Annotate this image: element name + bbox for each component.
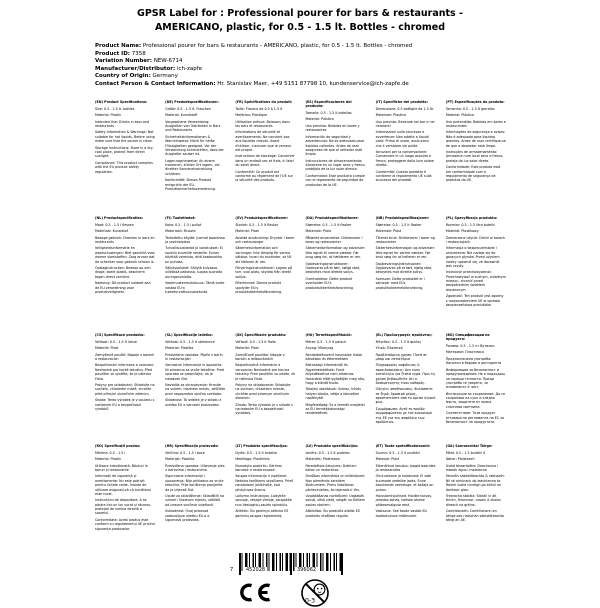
lang-block-paragraph: Izmērs: 0.5 - 1.5 lt pudeles	[305, 450, 350, 455]
lang-block-body	[376, 107, 436, 183]
lang-block-header: (SV) Produktspecifikationer:	[235, 216, 289, 220]
lang-block-paragraph: Vorgesehene Verwendung: Ausgießen von Getränken in Bars und Restaurants	[165, 119, 221, 133]
language-block-pl	[446, 216, 506, 333]
lang-block-paragraph: Tiltenkt bruk: Drikkevarer i barer og restauranter	[375, 235, 435, 244]
lang-block-paragraph: Säkerhetsinformation och varningar: Inte lämplig för varma vätskor. Innan du använder, se till att hällaren är ren.	[235, 246, 292, 264]
lang-block-paragraph: Инструкции за съхранение: Да се съхранява на сухо и хладно място, защитете от пряка слънчева светлина.	[445, 391, 505, 409]
lang-block-paragraph: Material: Plast	[235, 229, 259, 234]
lang-block-paragraph: Navodila za shranjevanje: Hranite na suhem, hladnem mestu, zaščitite pred neposredno sončno svetlobo.	[165, 383, 226, 396]
lang-block-body	[165, 340, 225, 407]
lang-block-body	[165, 451, 225, 523]
lang-block-body	[95, 340, 155, 412]
language-block-fr	[235, 100, 295, 216]
lang-block-paragraph: Предназначена употреба: Напитки в барове и ресторанти	[445, 356, 502, 366]
lang-block-paragraph: Tamanho: 0.5 - 1.5 lt garrafas	[445, 106, 495, 111]
lang-block-paragraph: Anyag: Műanyag	[305, 346, 334, 351]
lang-block-header: (IT) Specifiche del prodotto:	[375, 100, 428, 104]
lang-block-paragraph: Veličina: 0.5 - 1.5 l boce	[165, 450, 205, 455]
barcode-guard-right	[341, 553, 343, 575]
lang-block-body	[446, 223, 506, 308]
lang-block-paragraph: Lagerungshinweise: An einem trockenen, kühlen Ort lagern, vor direkter Sonneneinstrahlung schützen.	[165, 158, 220, 176]
lang-block-paragraph: Υλικό: Πλαστικό	[375, 346, 403, 351]
lang-block-body	[235, 223, 295, 295]
page-title-line2: AMERICANO, plastic, for 0.5 - 1.5 lt. Bottles - chromed	[154, 21, 446, 33]
product-info-field	[95, 66, 513, 74]
language-block-bg	[446, 333, 506, 444]
age-warning-text: 0-3	[305, 597, 316, 605]
lang-block-paragraph: Размер: 0.5 - 1.5 лт бутилки	[445, 343, 495, 348]
lang-block-body	[306, 340, 366, 416]
lang-block-paragraph: Oppbevaringsinstruksjoner: Oppbevares på et tørt, kjølig sted, beskyttes mot direkte sollys.	[375, 261, 433, 275]
lang-block-paragraph: Vastavus: See toode vastab ELi tooteohutuse määrusele.	[375, 509, 428, 518]
lang-block-body	[446, 344, 506, 424]
lang-block-paragraph: Konformität: Dieses Produkt entspricht der EU-Produktsicherheitsverordnung.	[165, 178, 216, 191]
lang-block-paragraph: Μέγεθος: 0.5 - 1.5 lt φιάλες	[375, 339, 422, 344]
lang-block-paragraph: Съответствие: Този продукт отговаря на регламента на ЕС за безопасност на продуктите.	[445, 411, 504, 424]
lang-block-body	[376, 451, 436, 518]
lang-block-paragraph: Størrelse: 0.5 - 1.5 lt flasker	[375, 222, 422, 227]
lang-block-paragraph: Material: Plastic	[95, 457, 122, 462]
lang-block-paragraph: Zhoda: Tento výrobok je v súlade s nariadením EÚ o bezpečnosti výrobkov.	[235, 402, 293, 416]
lang-block-paragraph: Προβλεπόμενη χρήση: Ποτά σε μπαρ και εστιατόρια	[375, 352, 427, 361]
lang-block-paragraph: Atitiktis: Šis gaminys atitinka ES gaminių saugos reglamentą.	[235, 509, 289, 518]
product-info-label: Country of Origin:	[95, 73, 151, 79]
language-block-lt	[235, 444, 295, 533]
lang-block-paragraph: Méret: 0.5 - 1.5 lt palack	[305, 339, 346, 344]
language-block-hr	[165, 444, 225, 533]
lang-block-paragraph: Saugos informacija ir įspėjimai: Netinka karštiems skysčiams. Prieš naudodami įsitikinkite, kad pilstytuvas švarus.	[235, 474, 294, 492]
lang-block-header: (HU) Termékspecifikáció:	[305, 333, 352, 337]
lang-block-paragraph: Opslaginstructies: Bewaar op een droge, koele plaats, bescherm tegen direct zonlicht.	[95, 266, 151, 279]
lang-block-header: (EL) Προδιαγραφές προϊόντος:	[375, 333, 433, 337]
lang-block-body	[306, 451, 366, 518]
lang-block-paragraph: Efterlevnad: Denna produkt uppfyller EU:s produktsäkerhetsförordning.	[235, 281, 283, 294]
lang-block-paragraph: Conformitate: Acest produs este conform cu regulamentul UE privind siguranța produselor.	[95, 517, 155, 531]
product-info-value: Professional pourer for bars & restaurants - AMERICANO, plastic, for 0.5 - 1.5 lt. Bottles - chromed	[142, 43, 413, 49]
lang-block-paragraph: Compliance: This product complies with the EU product safety regulation.	[95, 160, 153, 174]
lang-block-paragraph: Materiale: Plast	[375, 229, 402, 234]
lang-block-paragraph: Vaatimustenmukaisuus: Tämä tuote vastaa EU:n tuoteturvallisuusasetusta.	[165, 281, 225, 294]
barcode-guard-left	[239, 553, 241, 575]
lang-block-paragraph: Maat: 0.5 - 1.5 l flessen	[95, 222, 134, 227]
lang-block-body	[235, 340, 295, 416]
language-block-pt	[446, 100, 506, 216]
lang-block-paragraph: Storlek: 0.5 - 1.5 lt flaskor	[235, 222, 279, 227]
lang-block-paragraph: Dydis: 0.5 - 1.5 lt buteliai	[235, 450, 278, 455]
lang-block-paragraph: Sicherheitsinformationen & Warnhinweise: Nicht für heiße Flüssigkeiten geeignet. Vor der Verwendung sicherstellen, dass der Ausgießer sauber ist.	[165, 134, 224, 157]
language-grid	[95, 100, 506, 533]
lang-block-paragraph: Sikkerhetsinformasjon og advarsler: Ikke egnet for varme væsker. Før bruk sørg for at helleren er ren.	[375, 246, 435, 260]
lang-block-header: (FI) Tuotetiedot:	[165, 216, 196, 220]
lang-block-paragraph: Upute za skladištenje: Skladištiti na suhom i hladnom mjestu, zaštititi od izravne sunčeve svjetlosti.	[165, 494, 224, 507]
lang-block-header: (NB) Produktspesifikasjoner:	[375, 216, 430, 220]
lang-block-paragraph: Tárolási utasítások: Száraz, hűvös helyen tárolja, védje a közvetlen napfénytől.	[305, 387, 361, 401]
lang-block-header: (PL) Specyfikacja produktu:	[445, 216, 498, 220]
lang-block-paragraph: Conformidad: Este producto cumple con el reglamento de seguridad de productos de la UE.	[305, 173, 365, 187]
language-block-fi	[165, 216, 225, 333]
lang-block-header: (CS) Specifikace produktu:	[95, 333, 145, 337]
lang-block-paragraph: Intended Use: Drinks in bars and restaurants	[95, 119, 150, 128]
lang-block-paragraph: Instrucciones de almacenamiento: Almacene en un lugar seco y fresco, protéjalo de la luz solar directa.	[305, 158, 366, 172]
lang-block-paragraph: Información de seguridad y advertencias: No es adecuado para líquidos calientes. Antes de usar asegúrese de que el vertedor esté limpio.	[305, 134, 365, 157]
lang-block-paragraph: Størrelse: 0.5 - 1.5 lt flasker	[305, 222, 352, 227]
lang-block-paragraph: Tamaño: 0.5 - 1.5 lt botellas	[305, 110, 352, 115]
lang-block-paragraph: Material: Plastic	[95, 113, 122, 118]
lang-block-paragraph: Safety Information & Warnings: Not suitable for hot liquids. Before using make sure that the pourer is clean.	[95, 130, 155, 144]
lang-block-paragraph: Materiale: Plast	[305, 229, 332, 234]
product-info-value: NEW-6714	[153, 58, 183, 64]
lang-block-paragraph: Beoogd gebruik: Dranken in bars en restaurants	[95, 235, 155, 244]
lang-block-body	[306, 111, 366, 187]
language-block-nl	[95, 216, 155, 333]
barcode-digits-group2: 396062	[297, 567, 317, 573]
lang-block-paragraph: Materiaal: Kunststof	[95, 229, 128, 234]
lang-block-paragraph: Istruzioni per la conservazione: Conservare in un luogo asciutto e fresco, proteggere dalla luce solare diretta.	[375, 150, 434, 168]
lang-block-paragraph: Predviđena uporaba: Ulijevanje pića u barovima i restoranima	[165, 463, 225, 472]
lang-block-header: (LT) Produkto specifikacijos:	[235, 444, 288, 448]
page-title	[90, 7, 510, 35]
lang-block-paragraph: Utilizare intenționată: Băuturi în baruri și restaurante	[95, 463, 148, 472]
lang-block-paragraph: Pokyny na skladovanie: Skladujte na suchom, chladnom mieste, chráňte pred priamym slnečným žiarením.	[235, 383, 291, 401]
lang-block-paragraph: Velikost: 0.5 - 1.5 lt steklenice	[165, 339, 215, 344]
lang-block-paragraph: Συμμόρφωση: Αυτό το προϊόν συμμορφώνεται με τον κανονισμό της ΕΕ για την ασφάλεια των προϊόντων.	[375, 406, 432, 424]
lang-block-paragraph: Uso previsto: Bevande nei bar e nei ristoranti	[375, 119, 435, 128]
product-info-label: Manufacturer/Distributor:	[95, 65, 176, 72]
lang-block-header: (SK) Špecifikácie produktu:	[235, 333, 287, 337]
lang-block-paragraph: Opbevaringsinstruktioner: Opbevares på et tørt, køligt sted, beskyttes mod direkte sollys.	[305, 261, 361, 275]
lang-block-paragraph: Treoracha stórála: Stóráil in áit thirim, fhionnuar, cosain ó sholas díreach na gréine.	[445, 494, 501, 507]
lang-block-paragraph: Ohutusteave ja hoiatused: Ei sobi kuumade vedelike jaoks. Enne kasutamist veenduge, et kallaja on puhas.	[375, 474, 434, 492]
language-block-es	[306, 100, 366, 216]
lang-block-paragraph: Informações de segurança e avisos: Não é adequado para líquidos quentes. Antes de usar certifique-se de que o doseador está limpo.	[445, 130, 506, 148]
lang-block-paragraph: Materiál: Plast	[95, 346, 119, 351]
product-info-field	[95, 58, 513, 66]
lang-block-paragraph: Suurus: 0.5 - 1.5 lt pudelid	[375, 450, 420, 455]
lang-block-paragraph: Tarkoitettu käyttö: Juomat baareissa ja ravintoloissa	[165, 235, 225, 244]
product-info-field	[95, 73, 513, 81]
lang-block-header: (ES) Especificaciones del producto:	[305, 100, 352, 109]
lang-block-paragraph: Méid: 0.5 - 1.5 buidéil lt	[445, 450, 485, 455]
product-info-label: Product Name:	[95, 43, 142, 49]
lang-block-paragraph: Sikkerhedsinformation og advarsler: Ikke egnet til varme væsker. Før brug sørg for, at hælderen er ren.	[305, 246, 366, 260]
lang-block-paragraph: Zamierzone użycie: Drinki w barach i restauracjach	[445, 235, 506, 244]
lang-block-paragraph: Instruções de armazenamento: Armazene num local seco e fresco, proteja da luz solar direta.	[445, 150, 504, 163]
lang-block-paragraph: Größe: 0.5 - 1.5 lt. Flaschen	[165, 106, 211, 111]
lang-block-paragraph: Material: Kunststoff	[165, 113, 198, 118]
language-block-sv	[235, 216, 295, 333]
lang-block-paragraph: Информация за безопасност и предупреждения: Не е подходящ за горещи течности. Преди употреба се уверете, че изливникът е чист.	[445, 367, 505, 390]
lang-block-paragraph: Numatyta paskirtis: Gėrimai baruose ir restoranuose	[235, 463, 282, 472]
lang-block-paragraph: Medžiaga: Plastikinis	[235, 457, 270, 462]
lang-block-body	[446, 451, 506, 523]
lang-block-paragraph: Materiál: Plast	[235, 346, 259, 351]
lang-block-paragraph: Hoiustamisjuhised: Hoidke kuivas, jahedas kohas, kaitske otsese päikesevalguse eest.	[375, 494, 432, 507]
language-block-ga	[446, 444, 506, 533]
lang-block-paragraph: Förvaringsinstruktioner: Lagras på torr, sval plats, skydda från direkt solljus.	[235, 266, 292, 279]
lang-block-body	[376, 223, 436, 290]
lang-block-paragraph: Veiligheidsinformatie en waarschuwingen: Niet geschikt voor warme vloeistoffen. Zorg ervoor dat de schenker voor gebruik schoon is.	[95, 246, 155, 264]
lang-block-paragraph: Comhlíonadh: Comhlíonann an táirge seo rialachán sábháilteachta táirgí an AE.	[445, 509, 504, 522]
lang-block-body	[235, 451, 295, 518]
lang-block-paragraph: Ábhar: Plaisteach	[445, 457, 475, 462]
lang-block-paragraph: Uzglabāšanas norādījumi: Uzglabāt sausā, vēsā vietā, sargāt no tiešiem saules stariem.	[305, 494, 365, 507]
lang-block-paragraph: Dimensione: 0.5 bottiglie da 1.5 ltr.	[375, 106, 435, 111]
lang-block-paragraph: Drošības informācija un brīdinājumi: Nav piemērots karstiem šķidrumiem. Pirms lietošanas pārliecinieties, ka lejamais ir tīrs.	[305, 474, 366, 492]
lang-block-paragraph: Skladnost: Ta izdelek je v skladu z uredbo EU o varnosti proizvodov.	[165, 398, 222, 407]
lang-block-paragraph: Informazioni sulla sicurezza e avvertenze: Non adatto a liquidi caldi. Prima di usare, assicurarsi che il versatore sia pulito.	[375, 130, 429, 148]
lang-block-paragraph: Materiale: Plastica	[375, 113, 406, 118]
lang-block-paragraph: Conformité: Ce produit est conforme au règlement de l'UE sur la sécurité des produits.	[235, 169, 293, 183]
lang-block-header: (PT) Especificações do produto:	[445, 100, 505, 104]
lang-block-paragraph: Rendeltetésszerű használat: Italok bárokban és éttermekben	[305, 352, 363, 361]
lang-block-paragraph: Säilytysohjeet: Säilytä kuivassa, viileässä paikassa, suojaa suoralta auringonvalolta.	[165, 266, 223, 279]
lang-block-body	[235, 107, 295, 183]
ce-mark-icon	[237, 583, 273, 602]
product-info-value: Germany	[152, 73, 178, 79]
lang-block-paragraph: Varnostne informacije in opozorila: Ni primerno za vroče tekočine. Pred uporabo se prepričajte, da je nastavek čist.	[165, 363, 224, 381]
lang-block-paragraph: Informații de siguranță și avertismente: Nu este potrivit pentru lichide calde. Înainte de utilizare asigurați-vă că turnătorul este curat.	[95, 474, 152, 496]
lang-block-paragraph: Úsáid bheartaithe: Deochanna i mbeáir agus i mbialanna	[445, 463, 499, 472]
lang-block-paragraph: Bezpečnostní informace a varování: Nevhodné pro horké tekutiny. Před použitím se ujistěte, že je nálevka čistá.	[95, 363, 155, 381]
lang-block-paragraph: Turvallisuustiedot ja varoitukset: Ei sovellu kuumille nesteille. Ennen käyttöä varmista, että kaatonokka on puhdas.	[165, 246, 223, 264]
lang-block-paragraph: Size: 0.5 - 1.5 lt. bottles	[95, 106, 135, 111]
lang-block-paragraph: Samsvar: Dette produktet er i samsvar med EUs produktsikkerhetsforordning.	[375, 276, 425, 290]
lang-block-header: (RO) Specificații produs:	[95, 444, 141, 448]
lang-block-paragraph: Materiaali: Muovia	[165, 229, 196, 234]
lang-block-header: (DA) Produktspecifikationer:	[305, 216, 359, 220]
product-info-field	[95, 51, 513, 59]
lang-block-paragraph: Predvidena uporaba: Pijače v barih in restavracijah	[165, 352, 223, 361]
lang-block-paragraph: Materiāls: Plastmasa	[305, 457, 340, 462]
language-block-en	[95, 100, 155, 216]
language-block-sl	[165, 333, 225, 444]
language-block-sk	[235, 333, 295, 444]
lang-block-paragraph: Sukladnost: Ovaj proizvod zadovoljava uredbu EU-a o sigurnosti proizvoda.	[165, 509, 210, 522]
lang-block-paragraph: Matériau: Plastique	[235, 113, 268, 118]
language-block-et	[376, 444, 436, 533]
lang-block-paragraph: Conformidade: Este produto está em conformidade com o regulamento de segurança de produtos da UE.	[445, 165, 501, 183]
lang-block-paragraph: Biztonsági információk és figyelmeztetések: Forró folyadékokhoz nem alkalmas. Használat előtt győződjön meg róla, hogy a kiöntő tiszta.	[305, 363, 366, 385]
lang-block-paragraph: Zamýšľané použitie: Nápoje v baroch a reštauráciách	[235, 352, 285, 361]
lang-block-paragraph: Informacja o bezpieczeństwie i ostrzeżenia: Nie nadaje się do gorących płynów. Przed użyciem należy upewnić się, że dozownik jest czysty.	[445, 246, 500, 268]
lang-block-paragraph: Sigurnosne informacije i upozorenja: Nije prikladno za vruće tekućine. Prije korištenja provjerite da je izljevač čist.	[165, 474, 224, 492]
lang-block-paragraph: Instrucțiuni de depozitare: A se păstra într-un loc uscat și răcoros, protejați de lumina directă a soarelui.	[95, 498, 152, 516]
language-block-de	[165, 100, 225, 216]
lang-block-paragraph: Informations de sécurité et avertissements: Ne convient pas aux liquides chauds. Avant d'utiliser, s'assurer que le verseur est propre.	[235, 130, 292, 152]
lang-block-paragraph: Overholdelse: Dette produkt overholder EU's produktsikkerhedsforordning.	[305, 276, 354, 290]
lang-block-paragraph: Atbilstība: Šis produkts atbilst ES produktu drošības regulai.	[305, 509, 360, 518]
lang-block-paragraph: Instrukcje przechowywania: Przechowywać w suchym, chłodnym miejscu, chronić przed bezpośrednim światłem słonecznym.	[445, 270, 506, 292]
lang-block-paragraph: Veľkosť: 0.5 - 1.5 lt fľaše	[235, 339, 276, 344]
lang-block-paragraph: Utilisation prévue: Boissons dans les bars et restaurants	[235, 119, 290, 128]
lang-block-header: (GA) Sonraíochtaí Táirge:	[445, 444, 493, 448]
lang-block-paragraph: Conformità: Questo prodotto è conforme al regolamento UE sulla sicurezza dei prodotti.	[375, 169, 432, 183]
lang-block-paragraph: Материал: Пластмаса	[445, 350, 484, 355]
language-block-cs	[95, 333, 155, 444]
lang-block-paragraph: Οδηγίες αποθήκευσης: Φυλάσσετε σε ξηρό, δροσερό μέρος, προστατεύστε από το άμεσο ηλιακό φως.	[375, 387, 436, 405]
lang-block-paragraph: Ettenähtud kasutus: Joogid baarides ja restoranides	[375, 463, 436, 472]
lang-block-header: (DE) Produktspezifikationen:	[165, 100, 219, 104]
lang-block-paragraph: Materijal: Plastika	[165, 457, 195, 462]
lang-block-body	[165, 223, 225, 295]
product-info-value: Hr. Stanislav Maer, +49 5151 87798 10, kundenservice@ich-zapfe.de	[217, 80, 409, 87]
page-title-line1: GPSR Label for : Professional pourer for bars & restaurants -	[137, 8, 463, 19]
lang-block-paragraph: Shoda: Tento výrobek je v souladu s nařízením EU o bezpečnosti výrobků.	[95, 398, 155, 411]
lang-block-header: (EN) Product Specifications:	[95, 100, 148, 104]
lang-block-paragraph: Storage Instructions: Store in a dry, cool place, protect from direct sunlight.	[95, 145, 154, 159]
lang-block-paragraph: Bezpečnostné informácie a varovania: Nevhodné pre horúce tekutiny. Pred použitím sa uistite, že je nálievka čistá.	[235, 363, 296, 381]
product-info-label: Product ID:	[95, 50, 130, 57]
lang-block-paragraph: Pokyny pro skladování: Skladujte na suchém, chladném místě, chraňte před přímým slunečním zářením.	[95, 383, 155, 396]
lang-block-paragraph: Πληροφορίες ασφάλειας & προειδοποιήσεις: Δεν είναι κατάλληλο για ζεστά υγρά. Πριν τη χρήση βεβαιωθείτε ότι ο δοσομετρητής είναι καθαρός.	[375, 363, 435, 385]
product-info-value: ich-zapfe	[176, 65, 203, 72]
lang-block-paragraph: Uso previsto: Bebidas en bares y restaurantes	[305, 123, 360, 133]
language-block-it	[376, 100, 436, 216]
lang-block-paragraph: Rozmiar: 0.5 - 1.5 litra butelki	[445, 222, 495, 227]
lang-block-body	[376, 340, 436, 425]
lang-block-paragraph: Materiał: Plastikowy	[445, 229, 479, 234]
lang-block-paragraph: Paredzētais lietojums: Dzērieni bāros un restorānos	[305, 463, 357, 472]
lang-block-paragraph: Materjal: Plast	[375, 457, 400, 462]
lang-block-header: (FR) Spécifications du produit:	[235, 100, 293, 104]
language-block-da	[306, 216, 366, 333]
lang-block-paragraph: Laikymo instrukcijos: Laikykite sausoje, vėsioje vietoje, saugokite nuo tiesioginių saulės spindulių.	[235, 494, 292, 507]
barcode-digits-group1: 452028	[246, 567, 266, 573]
barcode-guard-center	[290, 553, 292, 575]
lang-block-header: (HR) Specifikacija proizvoda:	[165, 444, 219, 448]
lang-block-paragraph: Koko: 0.5 - 1.5 l pullot	[165, 222, 202, 227]
language-block-hu	[306, 333, 366, 444]
age-warning-0-3-icon	[300, 578, 330, 608]
lang-block-paragraph: Velikost: 0.5 - 1.5 lt lahve	[95, 339, 137, 344]
lang-block-paragraph: Zamýšlené použití: Nápoje v barech a restauracích	[95, 352, 155, 361]
barcode	[230, 553, 350, 580]
lang-block-header: (SL) Specifikacije izdelka:	[165, 333, 213, 337]
language-block-ro	[95, 444, 155, 533]
lang-block-paragraph: Instructions de stockage: Conserver dans un endroit sec et frais, à l'abri du soleil direct.	[235, 154, 295, 168]
lang-block-paragraph: Mărime: 0.5 - 1.5 l	[95, 450, 126, 455]
lang-block-header: (LV) Produkta specifikācijas:	[305, 444, 359, 448]
lang-block-paragraph: Påtænkt anvendelse: Drikkevarer i barer og restauranter	[305, 235, 363, 244]
lang-block-paragraph: Material: Plástico	[445, 113, 475, 118]
lang-block-header: (BG) Спецификации на продукта:	[445, 333, 490, 342]
lang-block-paragraph: Material: Plastika	[165, 346, 194, 351]
lang-block-paragraph: Megfelelőség: Ez a termék megfelel az EU termékbiztonsági rendeletének.	[305, 402, 365, 416]
barcode-lead-digit: 7	[230, 567, 234, 573]
product-info-label: Contact Person & Contact Information:	[95, 80, 216, 87]
lang-block-paragraph: Avsedd användning: Drycker i barer och restauranger	[235, 235, 295, 244]
product-info-value: 7358	[131, 50, 146, 57]
lang-block-paragraph: Material: Plástico	[305, 117, 334, 122]
product-info-field	[95, 43, 513, 51]
lang-block-paragraph: Faisnéis sábháilteachta & rabhaidh: Níl sé oiriúnach do leachtanna te. Roimh úsáid cinntigh go bhfuil an doirteoir glan.	[445, 474, 505, 492]
lang-block-body	[95, 107, 155, 174]
lang-block-body	[95, 223, 155, 295]
lang-block-body	[165, 107, 225, 192]
lang-block-paragraph: Taille: Flacons de 0.5 à 1.5 lt	[235, 106, 283, 111]
lang-block-body	[306, 223, 366, 290]
lang-block-body	[446, 107, 506, 183]
lang-block-paragraph: Zgodność: Ten produkt jest zgodny z rozporządzeniem UE w sprawie bezpieczeństwa produktów.	[445, 294, 504, 307]
language-block-nb	[376, 216, 436, 333]
lang-block-header: (NL) Productspecificaties:	[95, 216, 144, 220]
product-info-field	[95, 81, 513, 89]
lang-block-paragraph: Uso pretendido: Bebidas em bares e restaurantes	[445, 119, 506, 128]
language-block-lv	[306, 444, 366, 533]
lang-block-body	[95, 451, 155, 531]
product-info-label: Variation Number:	[95, 58, 152, 64]
lang-block-paragraph: Naleving: Dit product voldoet aan de EU-verordening voor productveiligheid.	[95, 281, 151, 294]
product-info-list	[95, 43, 513, 88]
language-block-el	[376, 333, 436, 444]
lang-block-header: (ET) Toote spetsifikatsioonid:	[375, 444, 431, 448]
